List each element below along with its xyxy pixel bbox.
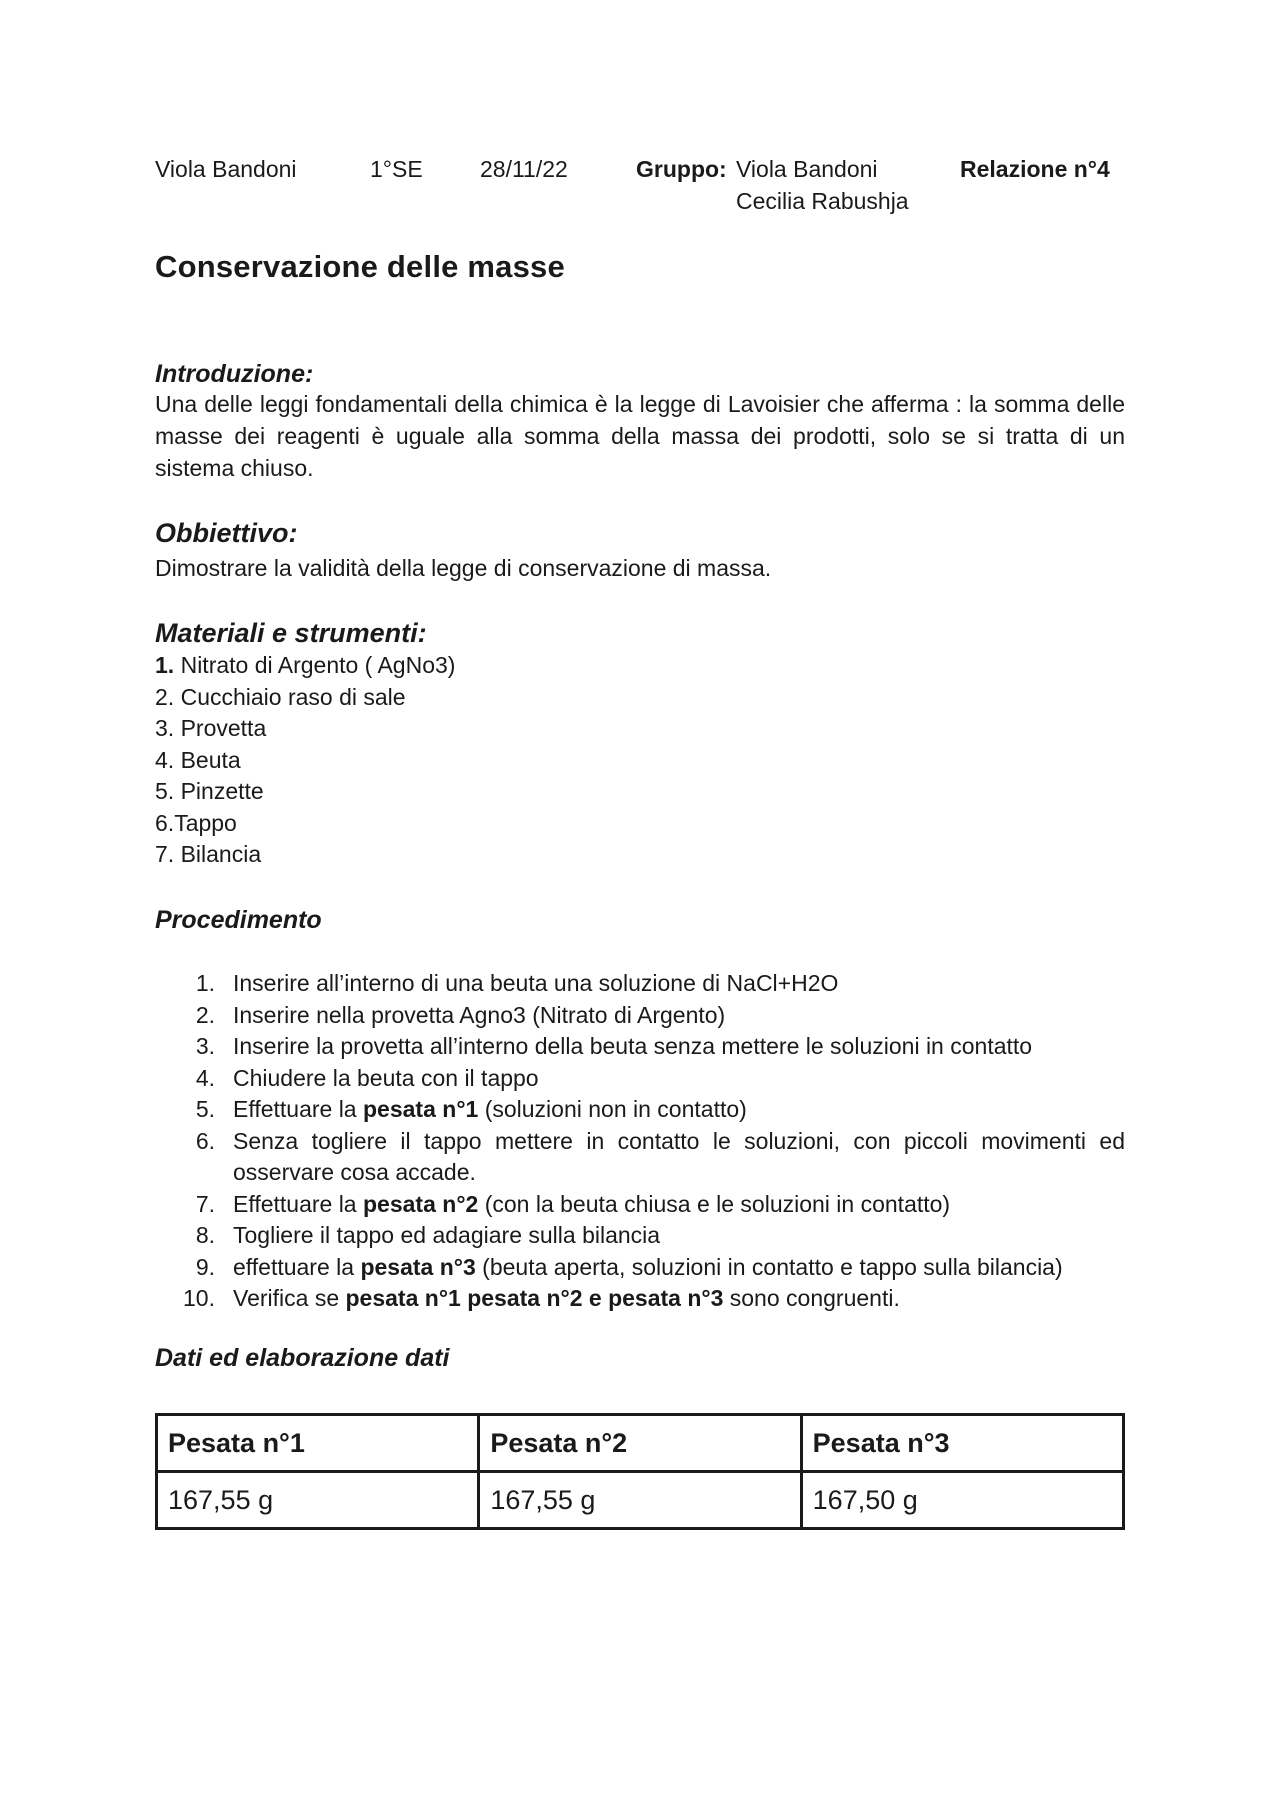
group-label: Gruppo: bbox=[636, 156, 727, 182]
list-item: 6.Tappo bbox=[155, 809, 237, 836]
procedure-heading: Procedimento bbox=[155, 906, 322, 934]
list-item: 4. Chiudere la beuta con il tappo bbox=[195, 1064, 539, 1091]
list-item: 5. Effettuare la pesata n°1 (soluzioni non in contatto) bbox=[195, 1096, 747, 1122]
materials-heading: Materiali e strumenti: bbox=[155, 618, 427, 648]
report-number: Relazione n°4 bbox=[960, 156, 1110, 182]
list-item: 10. Verifica se pesata n°1 pesata n°2 e pesata n°3 sono congruenti. bbox=[183, 1285, 900, 1311]
class-label: 1°SE bbox=[370, 156, 423, 182]
list-item: 1. Inserire all’interno di una beuta una soluzione di NaCl+H2O bbox=[195, 970, 839, 996]
procedure-list bbox=[155, 968, 1125, 1315]
list-item: 4. Beuta bbox=[155, 746, 241, 773]
objective-text: Dimostrare la validità della legge di conservazione di massa. bbox=[155, 555, 772, 581]
list-item: 7. Bilancia bbox=[155, 841, 262, 867]
list-item: 5. Pinzette bbox=[155, 778, 264, 804]
table-cell: 167,55 g bbox=[157, 1472, 479, 1529]
column-header: Pesata n°1 bbox=[157, 1415, 479, 1472]
table-cell: 167,50 g bbox=[801, 1472, 1123, 1529]
table-cell: 167,55 g bbox=[479, 1472, 801, 1529]
data-heading: Dati ed elaborazione dati bbox=[155, 1344, 450, 1372]
group-member-2: Cecilia Rabushja bbox=[736, 188, 909, 214]
introduction-text: Una delle leggi fondamentali della chimica è la legge di Lavoisier che afferma : la somma delle masse dei reagenti è uguale alla somma della massa dei prodotti, solo se si tratta di un sistema chiuso. bbox=[155, 391, 1125, 481]
list-item: 1. Nitrato di Argento ( AgNo3) bbox=[155, 652, 456, 678]
list-item: 6. Senza togliere il tappo mettere in contatto le soluzioni, con piccoli movimenti ed osservare cosa accade. bbox=[195, 1127, 1125, 1185]
group-member-1: Viola Bandoni bbox=[736, 156, 878, 182]
introduction-heading: Introduzione: bbox=[155, 360, 314, 388]
column-header: Pesata n°3 bbox=[801, 1415, 1123, 1472]
list-item: 8. Togliere il tappo ed adagiare sulla bilancia bbox=[195, 1222, 661, 1248]
list-item: 2. Inserire nella provetta Agno3 (Nitrato di Argento) bbox=[195, 1001, 726, 1028]
list-item: 3. Inserire la provetta all’interno della beuta senza mettere le soluzioni in contatto bbox=[195, 1033, 1033, 1059]
materials-list bbox=[155, 650, 455, 871]
weights-table bbox=[155, 1413, 1125, 1530]
student-name: Viola Bandoni bbox=[155, 156, 297, 182]
objective-heading: Obbiettivo: bbox=[155, 518, 298, 548]
list-item: 7. Effettuare la pesata n°2 (con la beuta chiusa e le soluzioni in contatto) bbox=[195, 1190, 951, 1217]
list-item: 2. Cucchiaio raso di sale bbox=[155, 683, 406, 710]
list-item: 9. effettuare la pesata n°3 (beuta aperta, soluzioni in contatto e tappo sulla bilancia) bbox=[195, 1253, 1063, 1280]
table-row bbox=[157, 1472, 1124, 1529]
report-date: 28/11/22 bbox=[480, 156, 568, 182]
list-item: 3. Provetta bbox=[155, 715, 267, 741]
column-header: Pesata n°2 bbox=[479, 1415, 801, 1472]
table-header-row bbox=[157, 1415, 1124, 1472]
page-title: Conservazione delle masse bbox=[155, 249, 565, 284]
